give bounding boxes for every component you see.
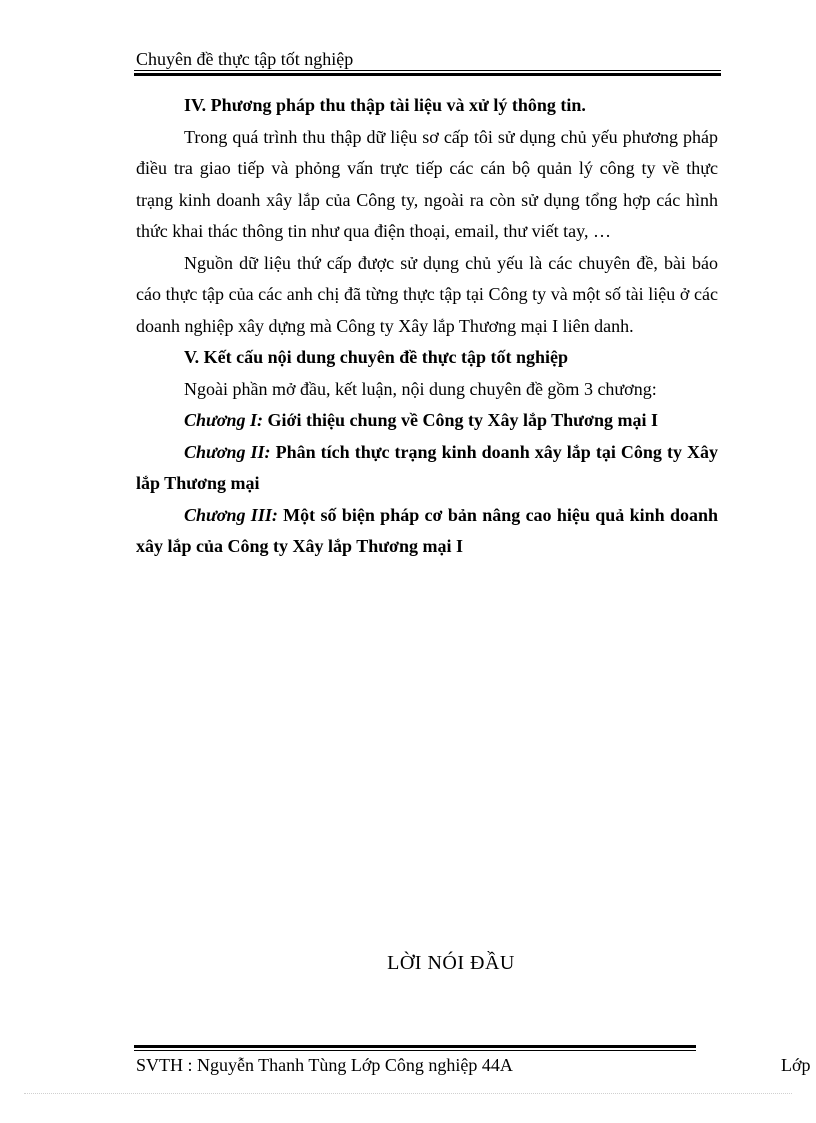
document-body [136,90,718,563]
section-5-intro: Ngoài phần mở đầu, kết luận, nội dung chuyên đề gồm 3 chương: [184,378,657,399]
chapter-label: Chương II: [184,441,271,462]
section-4-paragraph-1: Trong quá trình thu thập dữ liệu sơ cấp tôi sử dụng chủ yếu phương pháp điều tra giao tiếp và phỏng vấn trực tiếp các cán bộ quản lý công ty về thực trạng kinh doanh xây lắp của Công ty, ngoài ra còn sử dụng tổng hợp các hình thức khai thác thông tin như qua điện thoại, email, thư viết tay, … [136,126,718,241]
footer-class-label: Lớp [781,1055,811,1075]
page-title: LỜI NÓI ĐẦU [387,952,515,974]
chapter-label: Chương I: [184,410,263,430]
chapter-item [136,500,718,563]
header-rule-thick [134,73,721,76]
section-5-heading: V. Kết cấu nội dung chuyên đề thực tập tốt nghiệp [184,347,569,367]
chapter-text: Giới thiệu chung về Công ty Xây lắp Thương mại I [267,410,658,430]
header-rule-thin [134,70,721,71]
page-bottom-divider [24,1093,792,1094]
chapter-text: Phân tích thực trạng kinh doanh xây lắp tại Công ty Xây lắp Thương mại [136,441,718,493]
footer-rule-thick [134,1045,696,1048]
section-4-paragraph-2: Nguồn dữ liệu thứ cấp được sử dụng chủ yếu là các chuyên đề, bài báo cáo thực tập của các anh chị đã từng thực tập tại Công ty và một số tài liệu ở các doanh nghiệp xây dựng mà Công ty Xây lắp Thương mại I liên danh. [136,252,718,336]
chapter-item [136,437,718,500]
footer-student-info: SVTH : Nguyễn Thanh Tùng Lớp Công nghiệp 44A [136,1055,513,1075]
chapter-label: Chương III: [184,504,278,525]
chapter-item [136,405,718,437]
chapter-text: Một số biện pháp cơ bản nâng cao hiệu quả kinh doanh xây lắp của Công ty Xây lắp Thương mại I [136,504,719,556]
section-4-heading: IV. Phương pháp thu thập tài liệu và xử lý thông tin. [184,95,586,115]
footer-rule-thin [134,1050,696,1051]
header-title: Chuyên đề thực tập tốt nghiệp [136,49,354,69]
